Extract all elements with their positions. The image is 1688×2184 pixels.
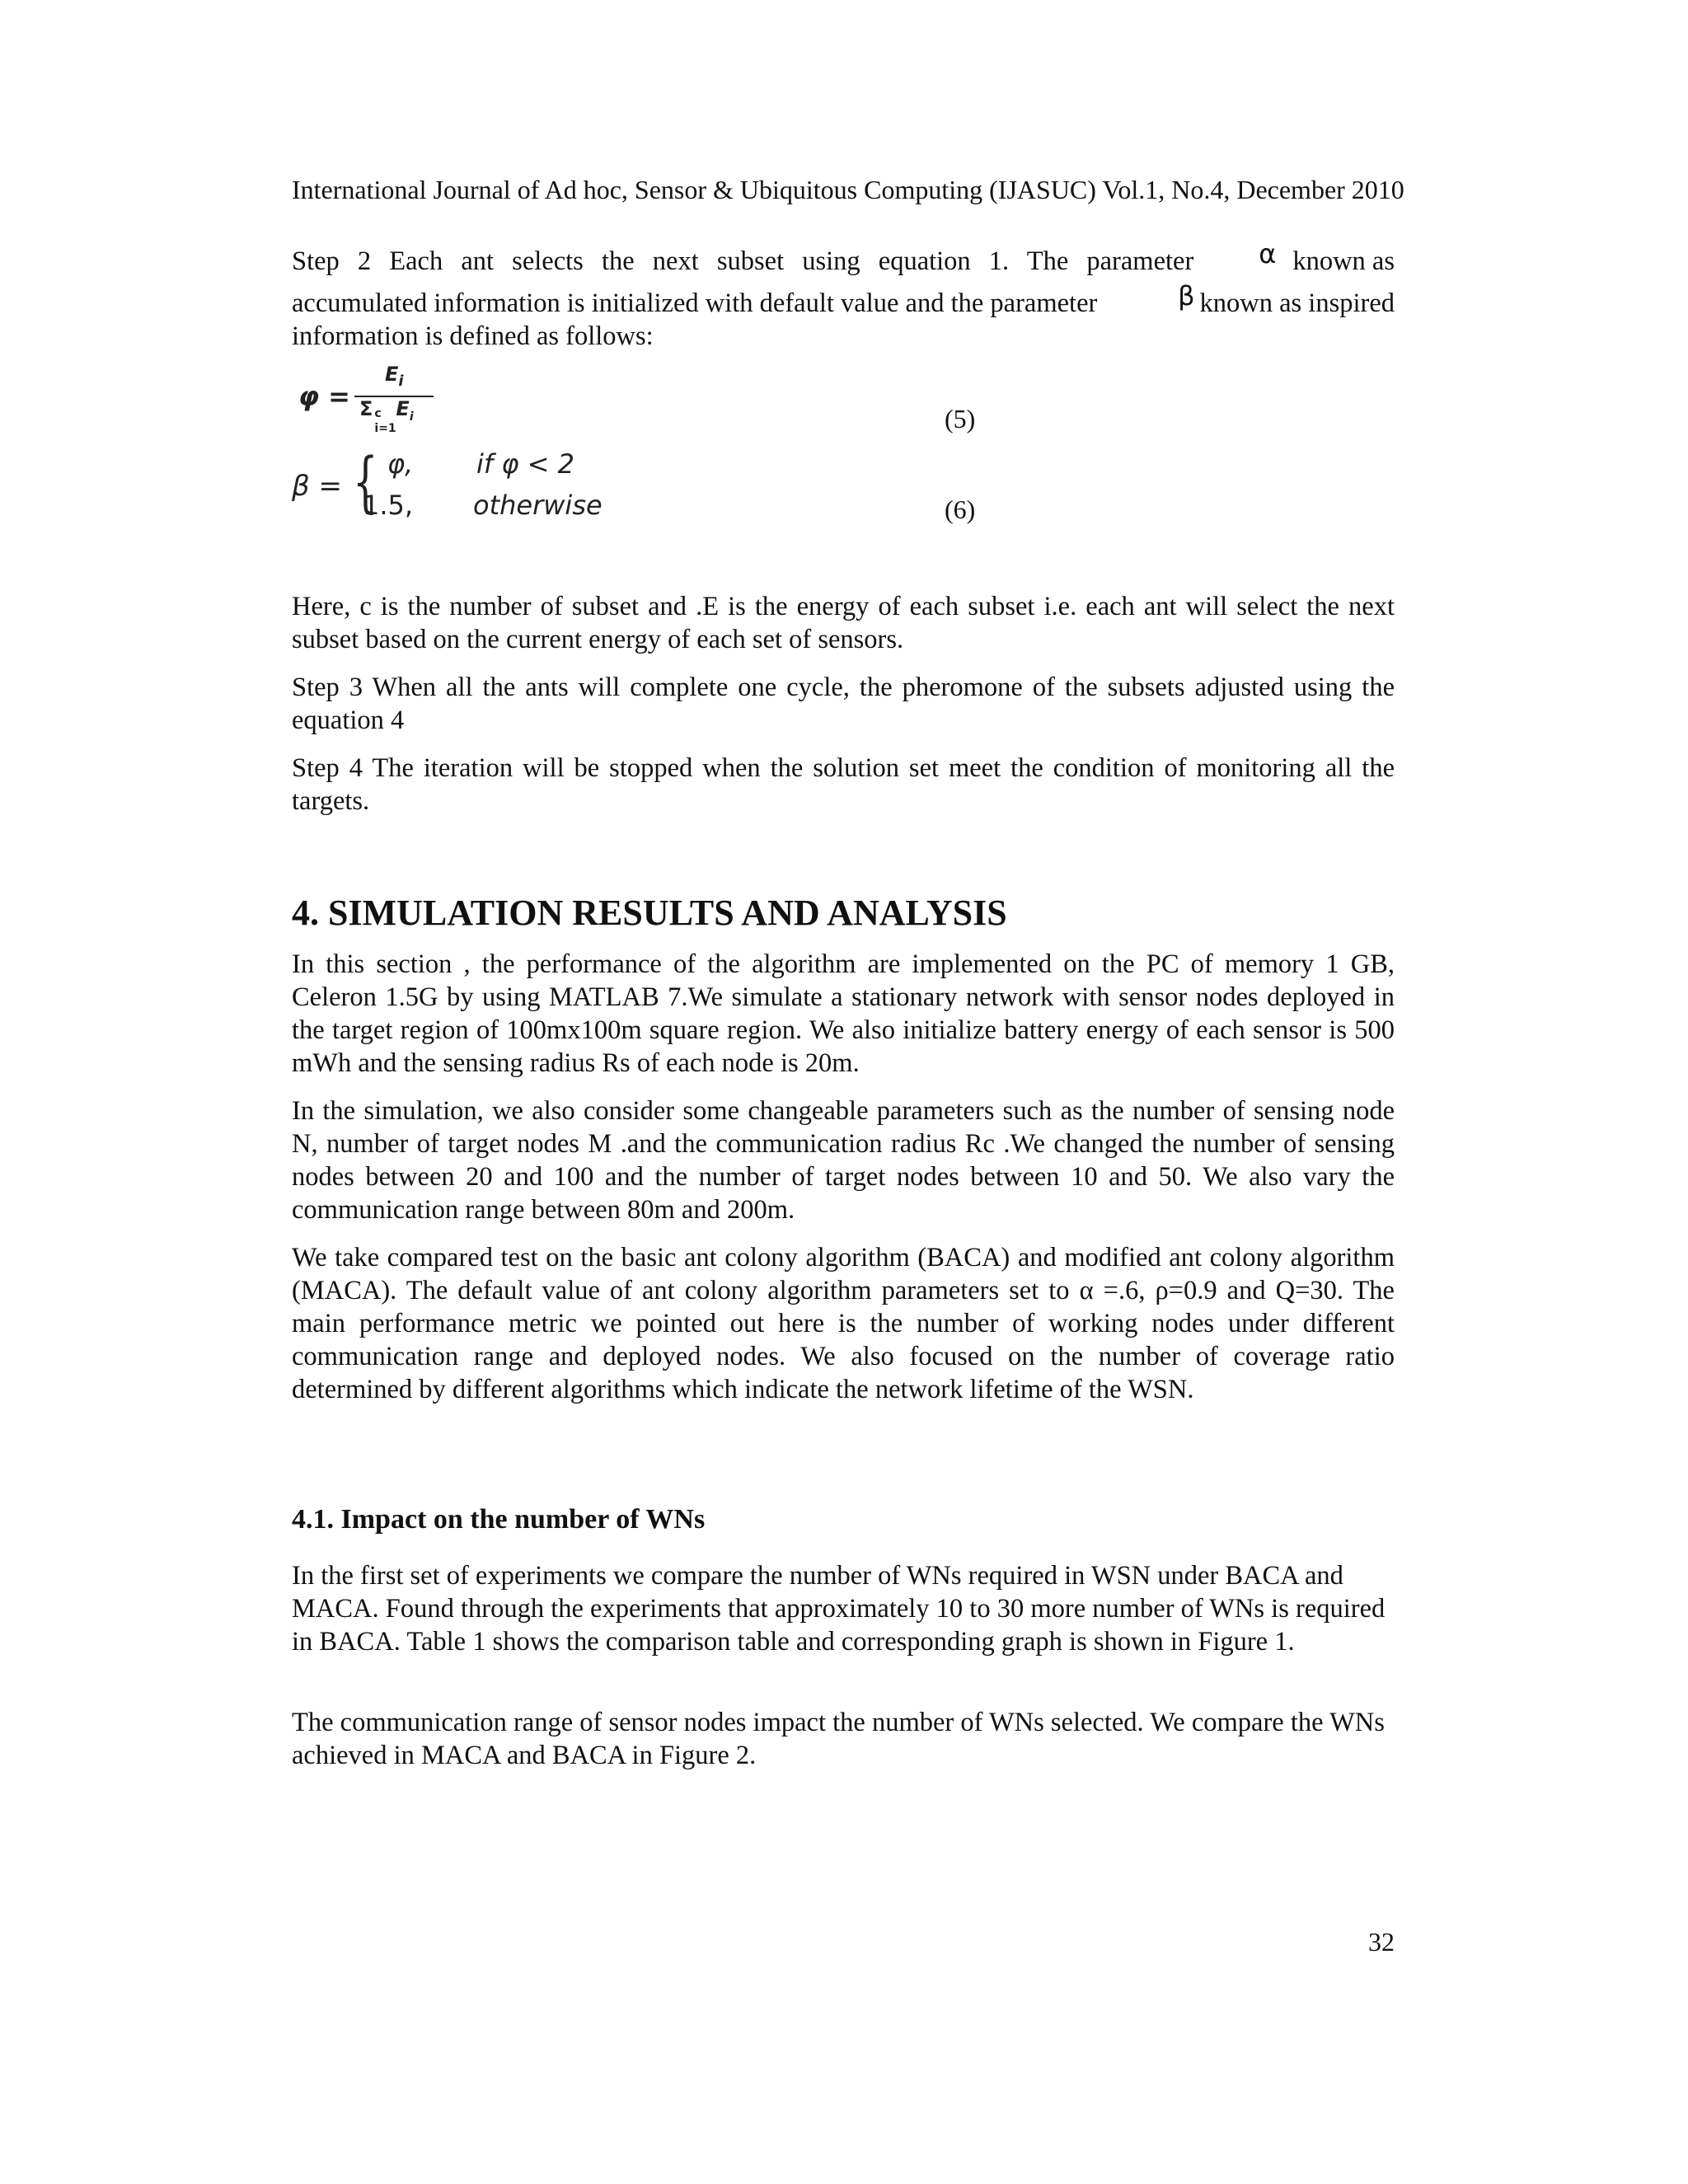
step2-line1-end: known as bbox=[1292, 246, 1395, 276]
eq6-number: (6) bbox=[945, 494, 976, 524]
step3-paragraph: Step 3 When all the ants will complete one cycle, the pheromone of the subsets adjusted using the equation 4 bbox=[292, 673, 1395, 735]
section-4-paragraph-3: We take compared test on the basic ant colony algorithm (BACA) and modified ant colony algorithm (MACA). The default value of ant colony algorithm parameters set to α =.6, ρ=0.9 and Q=30. The main performance metric we pointed out here is the number of working nodes under different communication range and deployed nodes. We also focused on the number of coverage ratio determined by different algorithms which indicate the network lifetime of the WSN. bbox=[292, 1243, 1395, 1404]
step2-line2-text: accumulated information is initialized with default value and the parameter bbox=[292, 288, 1098, 318]
journal-header: International Journal of Ad hoc, Sensor & Ubiquitous Computing (IJASUC) Vol.1, No.4, December 2010 bbox=[292, 175, 1404, 204]
beta-symbol: β bbox=[1178, 280, 1195, 312]
alpha-symbol: α bbox=[1259, 238, 1277, 269]
eq6-case1-value: φ, bbox=[387, 448, 414, 480]
eq5-lhs: φ = bbox=[298, 381, 350, 412]
eq6-case1-condition: if φ < 2 bbox=[476, 448, 574, 480]
section-4-paragraph-2: In the simulation, we also consider some changeable parameters such as the number of sensing node N, number of target nodes M .and the communication radius Rc .We changed the number of sensing nodes between 20 and 100 and the number of target nodes between 10 and 50. We also vary the communication range between 80m and 200m. bbox=[292, 1096, 1395, 1225]
eq5-numerator: $E_i$ bbox=[385, 363, 404, 390]
section-4-paragraph-1: In this section , the performance of the algorithm are implemented on the PC of memory 1 GB, Celeron 1.5G by using MATLAB 7.We simulate a stationary network with sensor nodes deployed in the target region of 100mx100m square region. We also initialize battery energy of each sensor is 500 mWh and the sensing radius Rs of each node is 20m. bbox=[292, 949, 1395, 1078]
here-paragraph: Here, c is the number of subset and .E is the energy of each subset i.e. each ant will select the next subset based on the current energy of each set of sensors. bbox=[292, 592, 1395, 654]
eq5-number: (5) bbox=[945, 404, 976, 434]
section-4-heading: 4. SIMULATION RESULTS AND ANALYSIS bbox=[292, 893, 1007, 933]
section-4-1-paragraph-1: In the first set of experiments we compare the number of WNs required in WSN under BACA and MACA. Found through the experiments that approximately 10 to 30 more number of WNs is required in BACA. Table 1 shows the comparison table and corresponding graph is shown in Figure 1. bbox=[292, 1561, 1386, 1657]
step2-line1-text: Step 2 Each ant selects the next subset using equation 1. The parameter bbox=[292, 246, 1194, 276]
step4-paragraph: Step 4 The iteration will be stopped when the solution set meet the condition of monitoring all the targets. bbox=[292, 753, 1395, 816]
page-number: 32 bbox=[1368, 1927, 1395, 1957]
eq6-brace: { bbox=[353, 443, 378, 520]
step2-paragraph bbox=[292, 238, 1395, 353]
eq6-case2-condition: otherwise bbox=[473, 490, 603, 521]
step2-line3: information is defined as follows: bbox=[292, 321, 654, 351]
step2-line2 bbox=[292, 280, 1395, 320]
eq5-denominator: Σ c i=1 $E_i$ bbox=[359, 397, 414, 435]
section-4-1-paragraph-2: The communication range of sensor nodes impact the number of WNs selected. We compare the WNs achieved in MACA and BACA in Figure 2. bbox=[292, 1708, 1385, 1770]
step2-line2-end: known as inspired bbox=[1199, 288, 1395, 318]
section-4-1-heading: 4.1. Impact on the number of WNs bbox=[292, 1504, 706, 1535]
eq6-case2-value: 1.5, bbox=[363, 490, 414, 521]
step2-line1 bbox=[292, 238, 1395, 278]
eq6-lhs: β = bbox=[292, 470, 342, 503]
